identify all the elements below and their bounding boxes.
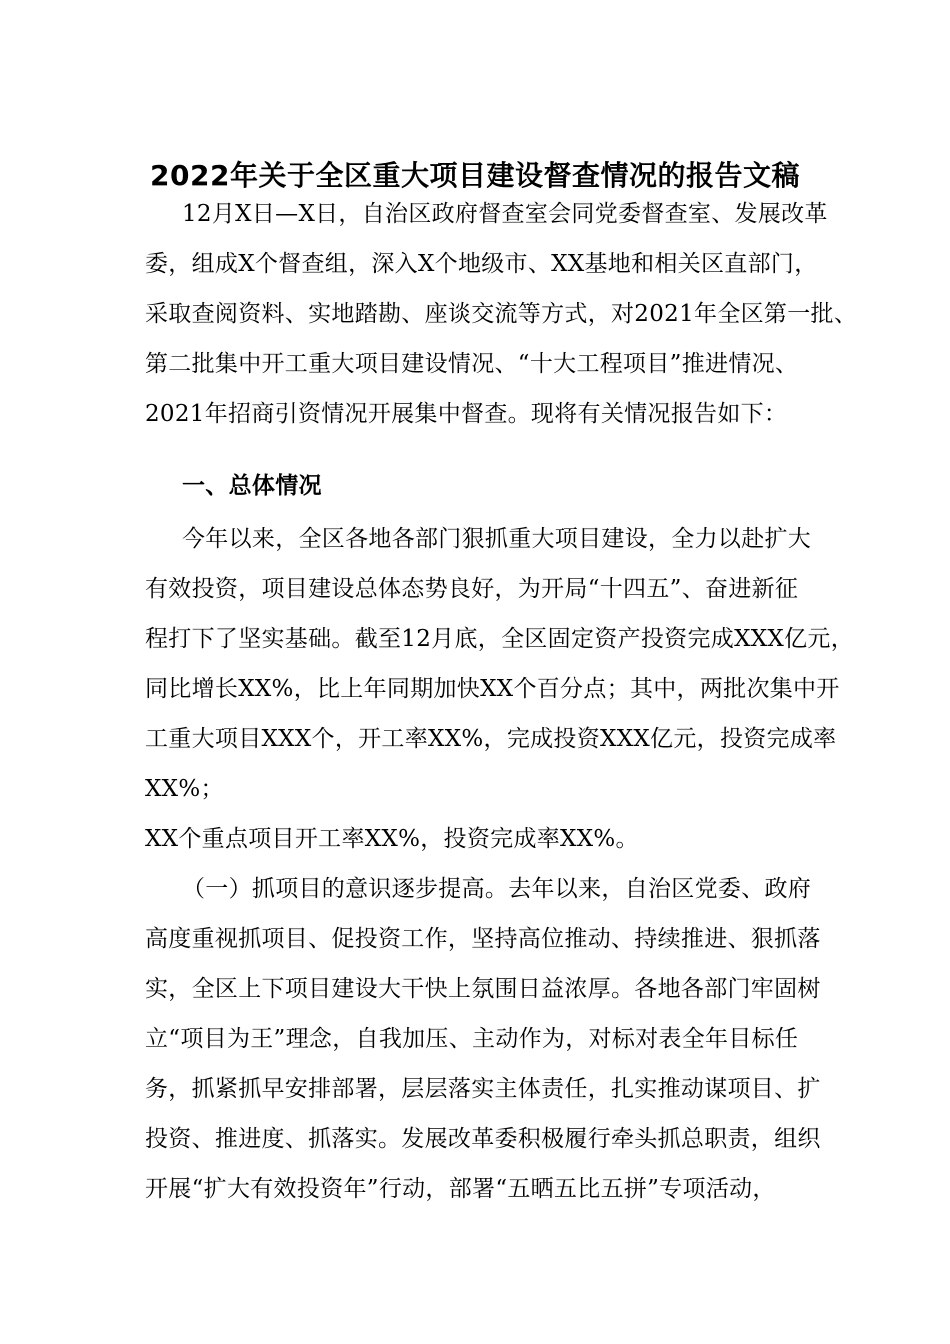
paragraph-1-line-3: 采取查阅资料、实地踏勘、座谈交流等方式，对2021年全区第一批、	[145, 301, 858, 327]
paragraph-4-line-5: 务，抓紧抓早安排部署，层层落实主体责任，扎实推动谋项目、扩	[145, 1076, 821, 1102]
paragraph-2-line-3: 程打下了坚实基础。截至12月底，全区固定资产投资完成XXX亿元，	[145, 626, 854, 652]
paragraph-4-line-3: 实，全区上下项目建设大干快上氛围日益浓厚。各地各部门牢固树	[145, 976, 821, 1002]
paragraph-1-line-1: 12月X日—X日，自治区政府督查室会同党委督查室、发展改革	[182, 201, 828, 227]
paragraph-4-line-7: 开展“扩大有效投资年”行动，部署“五晒五比五拼”专项活动，	[145, 1176, 776, 1202]
section-heading: 一、总体情况	[182, 473, 322, 499]
paragraph-2-line-6: XX%；	[145, 776, 224, 802]
paragraph-2-line-2: 有效投资，项目建设总体态势良好，为开局“十四五”、奋进新征	[145, 576, 799, 602]
paragraph-1-line-4: 第二批集中开工重大项目建设情况、“十大工程项目”推进情况、	[145, 351, 799, 377]
paragraph-2-line-4: 同比增长XX%，比上年同期加快XX个百分点；其中，两批次集中开	[145, 676, 840, 702]
paragraph-1-line-2: 委，组成X个督查组，深入X个地级市、XX基地和相关区直部门，	[145, 251, 818, 277]
paragraph-4-line-6: 投资、推进度、抓落实。发展改革委积极履行牵头抓总职责，组织	[145, 1126, 821, 1152]
paragraph-4-line-1: （一）抓项目的意识逐步提高。去年以来，自治区党委、政府	[182, 876, 812, 902]
paragraph-4-line-4: 立“项目为王”理念，自我加压、主动作为，对标对表全年目标任	[145, 1026, 799, 1052]
paragraph-2-line-1: 今年以来，全区各地各部门狠抓重大项目建设，全力以赴扩大	[182, 526, 812, 552]
paragraph-1-line-5: 2021年招商引资情况开展集中督查。现将有关情况报告如下：	[145, 401, 788, 427]
paragraph-2-line-5: 工重大项目XXX个，开工率XX%，完成投资XXX亿元，投资完成率	[145, 726, 837, 752]
paragraph-3-line-1: XX个重点项目开工率XX%，投资完成率XX%。	[145, 826, 639, 852]
paragraph-4-line-2: 高度重视抓项目、促投资工作，坚持高位推动、持续推进、狠抓落	[145, 926, 821, 952]
document-title: 2022年关于全区重大项目建设督查情况的报告文稿	[150, 159, 800, 192]
